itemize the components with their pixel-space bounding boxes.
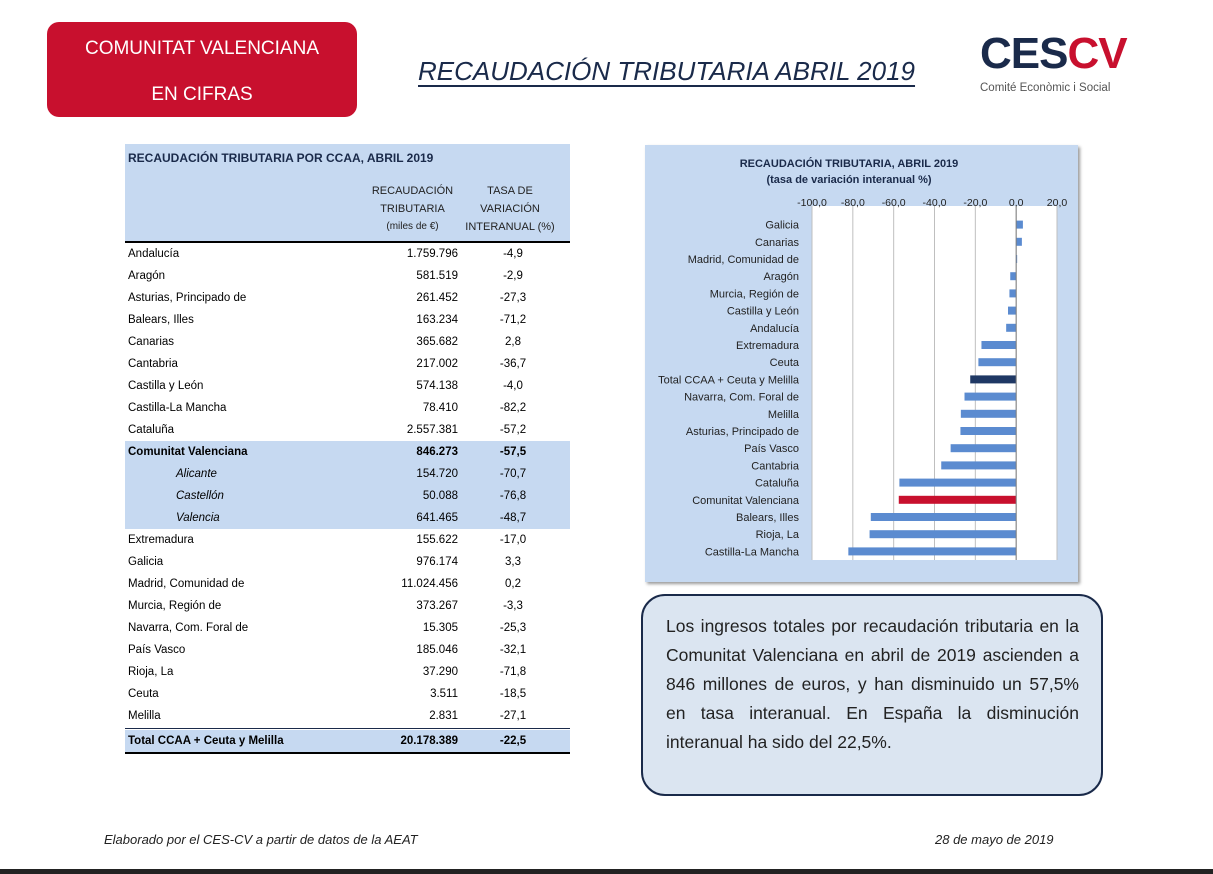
bar [961, 410, 1016, 418]
cell-name: Galicia [128, 556, 164, 568]
table-title: RECAUDACIÓN TRIBUTARIA POR CCAA, ABRIL 2019 [128, 151, 434, 165]
cell-name: Ceuta [128, 688, 159, 700]
cell-tasa: -17,0 [499, 534, 527, 546]
table-row [125, 573, 570, 595]
cell-tasa: -18,5 [499, 688, 527, 700]
cell-name: Andalucía [128, 248, 180, 260]
bar [848, 547, 1016, 555]
category-label: Rioja, La [755, 529, 799, 542]
table-row [125, 287, 570, 309]
cell-name: Valencia [176, 512, 220, 524]
cell-name: Alicante [176, 468, 217, 480]
bar [899, 479, 1016, 487]
cell-name: Madrid, Comunidad de [128, 578, 245, 590]
cell-recaudacion: 1.759.796 [406, 248, 458, 260]
badge-line1: COMUNITAT VALENCIANA [84, 38, 319, 59]
badge-line2: EN CIFRAS [151, 84, 253, 105]
category-label: País Vasco [744, 443, 799, 456]
cell-name: Navarra, Com. Foral de [128, 622, 249, 634]
bar [1016, 238, 1022, 246]
cell-recaudacion: 217.002 [416, 358, 458, 370]
table-row [125, 639, 570, 661]
table-row [125, 529, 570, 551]
category-label: Extremadura [736, 340, 799, 352]
cell-tasa: -2,9 [503, 270, 523, 282]
cell-tasa: -57,2 [499, 424, 527, 436]
cell-tasa: -27,1 [499, 710, 527, 722]
table-row [125, 683, 570, 705]
logo-ces: CES [980, 29, 1068, 78]
cell-tasa: -27,3 [499, 292, 527, 304]
cell-recaudacion: 3.511 [430, 688, 458, 700]
table-row [125, 551, 570, 573]
cell-name: País Vasco [128, 644, 186, 656]
cell-name: Murcia, Región de [128, 600, 222, 612]
tick-label: -60,0 [881, 197, 906, 209]
bar [970, 375, 1016, 383]
cell-recaudacion: 581.519 [416, 270, 458, 282]
cell-name: Comunitat Valenciana [128, 446, 248, 458]
bar [951, 444, 1017, 452]
table-row [125, 331, 570, 353]
cell-tasa: -4,0 [503, 380, 523, 392]
tick-label: -80,0 [840, 197, 865, 209]
cell-recaudacion: 154.720 [416, 468, 458, 480]
category-label: Aragón [763, 271, 799, 284]
logo-cv: CV [1067, 29, 1127, 78]
cell-tasa: -32,1 [499, 644, 527, 656]
revenue-table [125, 144, 570, 754]
cell-recaudacion: 2.831 [429, 710, 458, 722]
tick-label: 20,0 [1046, 197, 1068, 209]
cell-recaudacion: 11.024.456 [401, 578, 458, 590]
bar [941, 461, 1016, 469]
chart-title: RECAUDACIÓN TRIBUTARIA, ABRIL 2019 [739, 158, 959, 170]
table-row [125, 595, 570, 617]
table-row [125, 353, 570, 375]
table-row [125, 375, 570, 397]
table-total-row [125, 730, 570, 754]
table-row [125, 265, 570, 287]
total-tasa: -22,5 [499, 735, 527, 747]
cell-recaudacion: 261.452 [416, 292, 458, 304]
cell-name: Rioja, La [128, 666, 174, 678]
cell-name: Cantabria [128, 358, 178, 370]
table-row [125, 705, 570, 727]
table-row [125, 507, 570, 529]
bar [965, 393, 1017, 401]
category-label: Galicia [765, 219, 799, 232]
cell-name: Castilla-La Mancha [128, 402, 227, 414]
bar [978, 358, 1016, 366]
cell-name: Balears, Illes [128, 314, 194, 326]
cell-tasa: -76,8 [499, 490, 527, 502]
cell-tasa: 3,3 [505, 556, 521, 568]
category-label: Cataluña [754, 477, 799, 490]
table-row [125, 397, 570, 419]
bar [1008, 307, 1016, 315]
category-label: Balears, Illes [736, 512, 799, 524]
cell-tasa: -48,7 [499, 512, 527, 524]
chart-subtitle: (tasa de variación interanual %) [766, 174, 932, 186]
cell-tasa: -71,2 [499, 314, 527, 326]
cell-tasa: -57,5 [499, 446, 527, 458]
cell-recaudacion: 846.273 [416, 446, 458, 458]
table-row [125, 617, 570, 639]
category-label: Comunitat Valenciana [692, 494, 799, 507]
table-row [125, 309, 570, 331]
category-label: Total CCAA + Ceuta y Melilla [658, 374, 799, 387]
bar [1016, 221, 1023, 229]
cell-tasa: 2,8 [505, 336, 521, 348]
cell-recaudacion: 163.234 [416, 314, 458, 326]
cescv-logo [980, 29, 1140, 102]
cell-recaudacion: 574.138 [416, 380, 458, 392]
cell-recaudacion: 15.305 [422, 622, 458, 634]
cell-tasa: -70,7 [499, 468, 527, 480]
cell-name: Canarias [128, 336, 175, 348]
cell-recaudacion: 37.290 [422, 666, 458, 678]
cell-recaudacion: 2.557.381 [406, 424, 458, 436]
bar [1009, 289, 1016, 297]
cell-recaudacion: 155.622 [416, 534, 458, 546]
cell-recaudacion: 976.174 [416, 556, 458, 568]
bar [899, 496, 1016, 504]
page-title: RECAUDACIÓN TRIBUTARIA ABRIL 2019 [418, 56, 916, 86]
column-header-tasa: TASA DE VARIACIÓN INTERANUAL (%) [465, 185, 555, 233]
category-label: Madrid, Comunidad de [687, 254, 799, 266]
category-label: Castilla-La Mancha [704, 546, 799, 559]
bar [1006, 324, 1016, 332]
table-row [125, 243, 570, 265]
cell-tasa: -3,3 [503, 600, 523, 612]
cell-name: Cataluña [128, 424, 175, 436]
cell-tasa: -82,2 [499, 402, 527, 414]
table-header [125, 144, 570, 243]
table-row [125, 419, 570, 441]
table-body [125, 243, 570, 727]
category-label: Andalucía [750, 322, 799, 335]
total-recaudacion: 20.178.389 [400, 735, 458, 747]
cell-recaudacion: 185.046 [416, 644, 458, 656]
tick-label: -100,0 [797, 197, 827, 209]
cell-name: Asturias, Principado de [128, 292, 247, 304]
category-label: Castilla y León [726, 305, 799, 318]
bar [870, 530, 1017, 538]
cell-name: Melilla [128, 710, 161, 722]
cell-recaudacion: 50.088 [422, 490, 458, 502]
bar [871, 513, 1016, 521]
category-label: Ceuta [769, 357, 799, 370]
bottom-divider [0, 869, 1213, 874]
cell-recaudacion: 641.465 [416, 512, 458, 524]
tick-label: -40,0 [922, 197, 947, 209]
cell-name: Castellón [176, 490, 224, 502]
footer-source: Elaborado por el CES-CV a partir de datos de la AEAT [104, 832, 418, 847]
cell-tasa: -71,8 [499, 666, 527, 678]
table-row [125, 463, 570, 485]
category-label: Asturias, Principado de [685, 426, 799, 438]
footer-date: 28 de mayo de 2019 [935, 832, 1054, 847]
cell-recaudacion: 365.682 [416, 336, 458, 348]
cell-recaudacion: 373.267 [416, 600, 458, 612]
cell-tasa: -4,9 [503, 248, 523, 260]
category-label: Murcia, Región de [709, 288, 799, 301]
total-name: Total CCAA + Ceuta y Melilla [128, 735, 284, 747]
bar [960, 427, 1016, 435]
category-label: Melilla [767, 408, 799, 421]
category-label: Navarra, Com. Foral de [684, 391, 799, 404]
cell-name: Extremadura [128, 534, 194, 546]
category-label: Canarias [754, 236, 799, 249]
category-label: Cantabria [751, 460, 799, 473]
table-row [125, 441, 570, 463]
cell-tasa: -36,7 [499, 358, 527, 370]
bar-chart-svg [645, 145, 1078, 582]
summary-box: Los ingresos totales por recaudación tributaria en la Comunitat Valenciana en abril de 2019 ascienden a 846 millones de euros, y han disminuido un 57,5% en tasa interanual. En España la disminución interanual ha sido del 22,5%. [641, 594, 1103, 796]
bar-chart [645, 145, 1078, 582]
tick-label: 0,0 [1008, 197, 1024, 209]
cell-tasa: 0,2 [505, 578, 521, 590]
cell-name: Castilla y León [128, 380, 204, 392]
table-row [125, 485, 570, 507]
cell-recaudacion: 78.410 [422, 402, 458, 414]
cell-name: Aragón [128, 270, 166, 282]
logo-subtitle: Comité Econòmic i Social [980, 82, 1111, 94]
column-header-recaudacion: RECAUDACIÓN TRIBUTARIA (miles de €) [371, 185, 454, 232]
cell-tasa: -25,3 [499, 622, 527, 634]
bar [1010, 272, 1016, 280]
table-row [125, 661, 570, 683]
tick-label: -20,0 [963, 197, 988, 209]
bar [981, 341, 1016, 349]
section-badge [47, 22, 357, 117]
